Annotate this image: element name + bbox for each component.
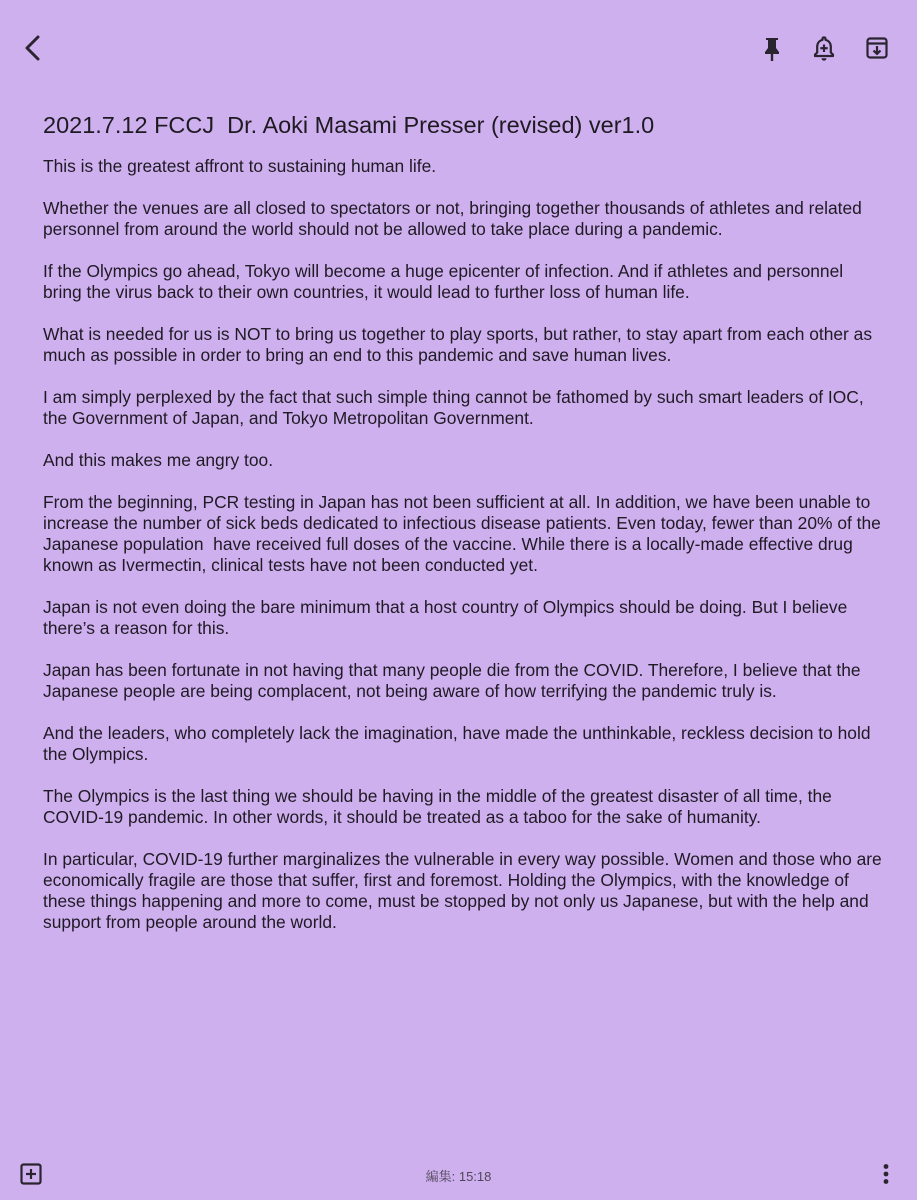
note-paragraph: If the Olympics go ahead, Tokyo will become a huge epicenter of infection. And if athletes and personnel bring the virus back to their own countries, it would lead to further loss of human life. bbox=[43, 261, 848, 302]
note-body[interactable] bbox=[43, 156, 887, 933]
more-vertical-icon bbox=[866, 1154, 906, 1194]
note-paragraph: This is the greatest affront to sustaining human life. bbox=[43, 156, 437, 176]
note-paragraph: From the beginning, PCR testing in Japan has not been sufficient at all. In addition, we have been unable to increase the number of sick beds dedicated to infectious disease patients. Even today, fewer than 20% of the Japanese population have received full doses of the vaccine. While there is a locally-made effective drug known as Ivermectin, clinical tests have not been conducted yet. bbox=[43, 492, 886, 575]
reminder-button[interactable] bbox=[804, 28, 844, 68]
pin-icon bbox=[752, 28, 792, 68]
note-paragraph: Whether the venues are all closed to spectators or not, bringing together thousands of athletes and related personnel from around the world should not be allowed to take place during a pandemic. bbox=[43, 198, 867, 239]
more-options-button[interactable] bbox=[866, 1154, 906, 1194]
note-title[interactable]: 2021.7.12 FCCJ Dr. Aoki Masami Presser (revised) ver1.0 bbox=[43, 112, 655, 138]
pin-button[interactable] bbox=[752, 28, 792, 68]
bottom-toolbar bbox=[0, 1150, 917, 1200]
back-button[interactable] bbox=[14, 28, 54, 68]
note-paragraph: And this makes me angry too. bbox=[43, 450, 274, 470]
note-content[interactable] bbox=[43, 108, 887, 954]
note-paragraph: Japan is not even doing the bare minimum that a host country of Olympics should be doing. But I believe there’s a reason for this. bbox=[43, 597, 853, 638]
archive-icon bbox=[857, 28, 897, 68]
note-paragraph: The Olympics is the last thing we should be having in the middle of the greatest disaster of all time, the COVID-19 pandemic. In other words, it should be treated as a taboo for the sake of humanity. bbox=[43, 786, 837, 827]
note-paragraph: In particular, COVID-19 further marginalizes the vulnerable in every way possible. Women and those who are economically fragile are those that suffer, first and foremost. Holding the Olympics, with the knowledge of these things happening and more to come, must be stopped by not only us Japanese, but with the help and support from people around the world. bbox=[43, 849, 887, 932]
back-arrow-icon bbox=[14, 28, 54, 68]
top-toolbar bbox=[0, 0, 917, 96]
archive-button[interactable] bbox=[857, 28, 897, 68]
note-paragraph: I am simply perplexed by the fact that such simple thing cannot be fathomed by such smart leaders of IOC, the Government of Japan, and Tokyo Metropolitan Government. bbox=[43, 387, 869, 428]
note-paragraph: What is needed for us is NOT to bring us together to play sports, but rather, to stay apart from each other as much as possible in order to bring an end to this pandemic and save human lives. bbox=[43, 324, 877, 365]
edited-timestamp: 編集: 15:18 bbox=[425, 1169, 492, 1184]
reminder-bell-icon bbox=[804, 28, 844, 68]
note-paragraph: Japan has been fortunate in not having that many people die from the COVID. Therefore, I believe that the Japanese people are being complacent, not being aware of how terrifying the pandemic truly is. bbox=[43, 660, 866, 701]
note-paragraph: And the leaders, who completely lack the imagination, have made the unthinkable, reckless decision to hold the Olympics. bbox=[43, 723, 876, 764]
